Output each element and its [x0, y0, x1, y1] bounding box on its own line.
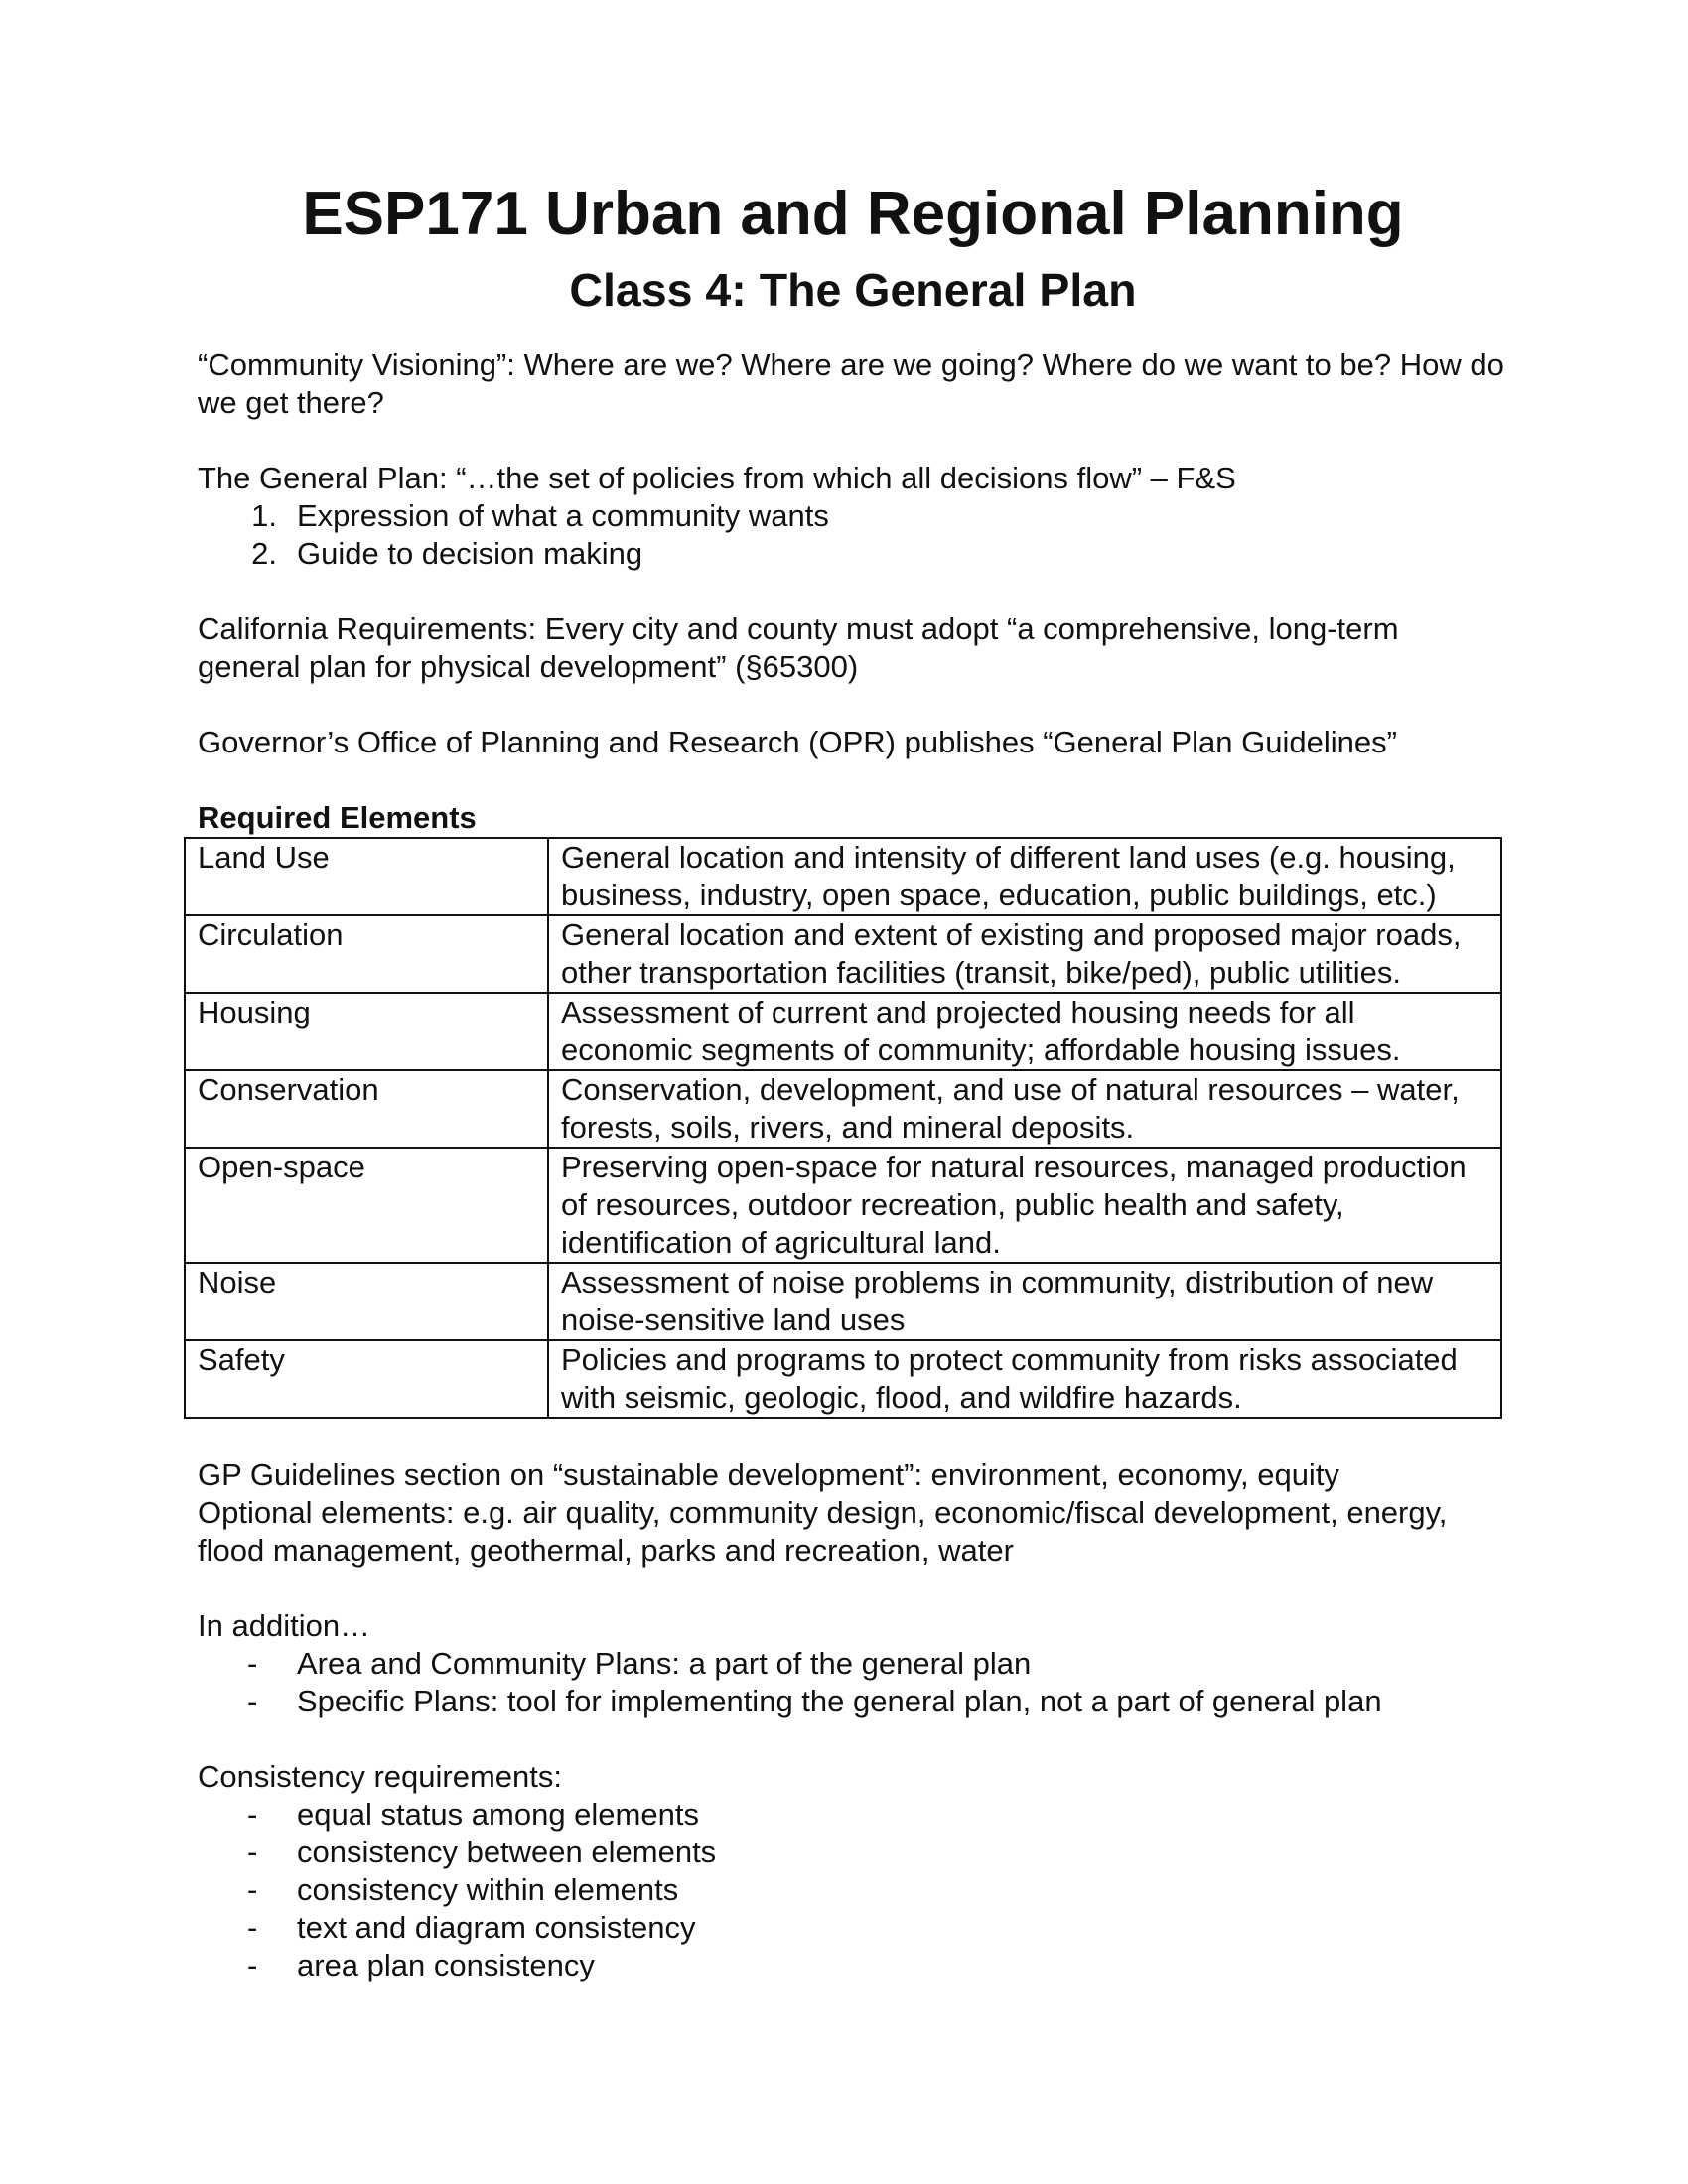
- guidelines-section: [198, 1456, 1508, 1570]
- element-name-cell: Conservation: [185, 1070, 548, 1148]
- list-number: 1.: [251, 498, 277, 533]
- element-description-cell: Assessment of noise problems in community, distribution of new noise-sensitive land uses: [548, 1263, 1501, 1340]
- element-description-cell: General location and intensity of different land uses (e.g. housing, business, industry, open space, education, public buildings, etc.): [548, 838, 1501, 915]
- list-item: [198, 1796, 1508, 1834]
- document-subtitle: Class 4: The General Plan: [569, 264, 1137, 316]
- list-item: [198, 1871, 1508, 1909]
- dash-bullet: -: [247, 1910, 258, 1945]
- document-title: ESP171 Urban and Regional Planning: [302, 180, 1404, 248]
- element-name-cell: Circulation: [185, 915, 548, 993]
- element-name-cell: Land Use: [185, 838, 548, 915]
- table-row: [185, 1148, 1501, 1263]
- element-name-cell: Safety: [185, 1340, 548, 1418]
- element-name-cell: Housing: [185, 993, 548, 1070]
- california-requirements-paragraph: California Requirements: Every city and county must adopt “a comprehensive, long-term general plan for physical development” (§65300): [198, 612, 1399, 684]
- table-row: [185, 915, 1501, 993]
- dash-bullet: -: [247, 1684, 258, 1718]
- list-number: 2.: [251, 536, 277, 571]
- element-description-cell: Conservation, development, and use of natural resources – water, forests, soils, rivers, and mineral deposits.: [548, 1070, 1501, 1148]
- list-text: text and diagram consistency: [297, 1910, 696, 1945]
- in-addition-list: [198, 1645, 1508, 1720]
- dash-bullet: -: [247, 1835, 258, 1869]
- list-item: [198, 497, 1508, 535]
- general-plan-section: [198, 460, 1508, 573]
- element-description-cell: Preserving open-space for natural resources, managed production of resources, outdoor recreation, public health and safety, identification of agricultural land.: [548, 1148, 1501, 1263]
- element-description-cell: Assessment of current and projected housing needs for all economic segments of community; affordable housing issues.: [548, 993, 1501, 1070]
- list-item: [198, 1834, 1508, 1871]
- dash-bullet: -: [247, 1872, 258, 1907]
- dash-bullet: -: [247, 1646, 258, 1681]
- consistency-section: [198, 1758, 1508, 1984]
- element-description-cell: Policies and programs to protect community from risks associated with seismic, geologic, flood, and wildfire hazards.: [548, 1340, 1501, 1418]
- table-row: [185, 1263, 1501, 1340]
- table-row: [185, 1070, 1501, 1148]
- required-elements-table: [184, 837, 1502, 1419]
- dash-bullet: -: [247, 1797, 258, 1832]
- in-addition-section: [198, 1607, 1508, 1720]
- list-text: Area and Community Plans: a part of the general plan: [297, 1646, 1032, 1681]
- optional-elements-line: Optional elements: e.g. air quality, community design, economic/fiscal development, energy, flood management, geothermal, parks and recreation, water: [198, 1495, 1448, 1568]
- list-text: Guide to decision making: [297, 536, 643, 571]
- list-text: Specific Plans: tool for implementing the general plan, not a part of general plan: [297, 1684, 1382, 1718]
- consistency-list: [198, 1796, 1508, 1984]
- list-item: [198, 1645, 1508, 1683]
- list-text: Expression of what a community wants: [297, 498, 829, 533]
- element-name-cell: Noise: [185, 1263, 548, 1340]
- general-plan-list: [198, 497, 1508, 573]
- list-text: consistency within elements: [297, 1872, 679, 1907]
- sustainable-development-line: GP Guidelines section on “sustainable development”: environment, economy, equity: [198, 1457, 1339, 1492]
- element-name-cell: Open-space: [185, 1148, 548, 1263]
- consistency-heading: Consistency requirements:: [198, 1759, 562, 1794]
- required-elements-heading: Required Elements: [198, 800, 477, 835]
- list-text: equal status among elements: [297, 1797, 699, 1832]
- list-item: [198, 1909, 1508, 1947]
- table-row: [185, 993, 1501, 1070]
- table-row: [185, 1340, 1501, 1418]
- visioning-paragraph: “Community Visioning”: Where are we? Where are we going? Where do we want to be? How do we get there?: [198, 347, 1504, 420]
- table-row: [185, 838, 1501, 915]
- dash-bullet: -: [247, 1948, 258, 1982]
- list-text: area plan consistency: [297, 1948, 595, 1982]
- list-item: [198, 535, 1508, 573]
- opr-paragraph: Governor’s Office of Planning and Research (OPR) publishes “General Plan Guidelines”: [198, 725, 1397, 759]
- general-plan-definition: The General Plan: “…the set of policies from which all decisions flow” – F&S: [198, 461, 1236, 495]
- list-item: [198, 1947, 1508, 1984]
- list-item: [198, 1683, 1508, 1720]
- element-description-cell: General location and extent of existing and proposed major roads, other transportation facilities (transit, bike/ped), public utilities.: [548, 915, 1501, 993]
- list-text: consistency between elements: [297, 1835, 717, 1869]
- in-addition-heading: In addition…: [198, 1608, 371, 1643]
- document-content: [198, 180, 1508, 1984]
